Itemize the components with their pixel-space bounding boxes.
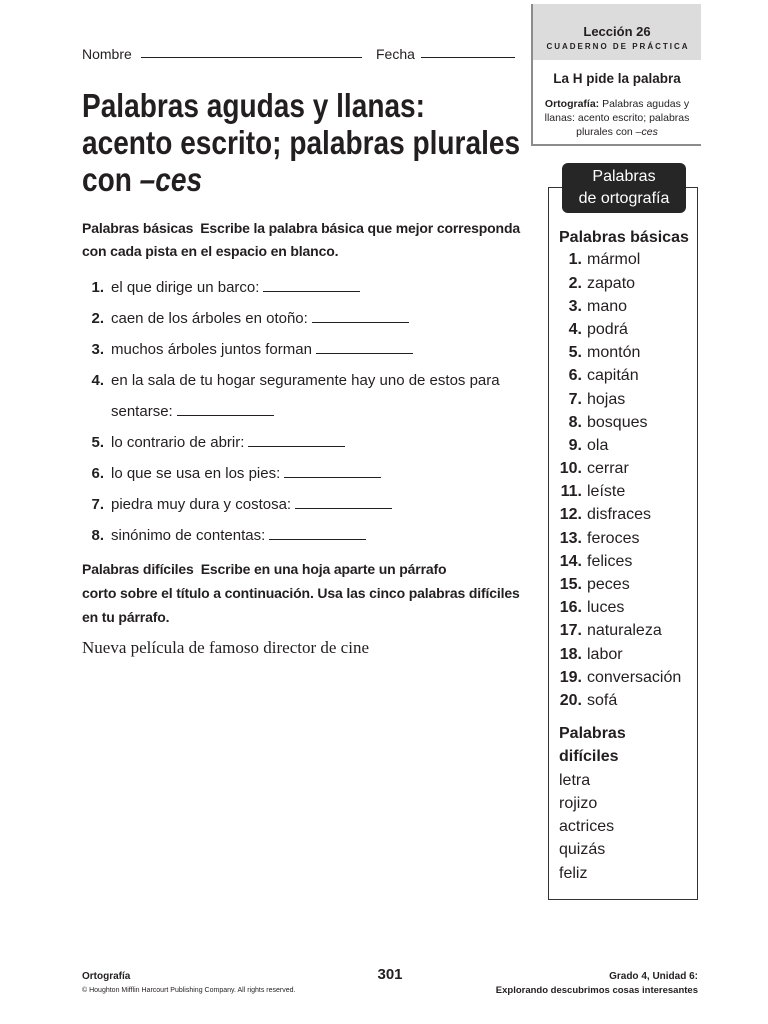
spelling-word: zapato	[587, 274, 636, 292]
challenge-word: rojizo	[559, 794, 598, 812]
clue-number: 5.	[91, 433, 104, 451]
clue-text: sinónimo de contentas:	[111, 526, 266, 544]
word-number: 8.	[568, 413, 582, 431]
clue-item	[82, 303, 500, 334]
spelling-word: feroces	[587, 529, 640, 547]
spelling-word: capitán	[587, 367, 639, 385]
list-item	[558, 272, 681, 295]
spelling-word: labor	[587, 645, 623, 663]
date-label: Fecha	[376, 46, 415, 62]
list-item	[558, 573, 681, 596]
footer-unit-title: Explorando descubrimos cosas interesantes	[495, 985, 698, 996]
answer-blank[interactable]	[263, 291, 360, 292]
word-number: 3.	[568, 297, 582, 315]
clue-text: lo contrario de abrir:	[111, 433, 245, 451]
spelling-word: peces	[587, 576, 630, 594]
page-number: 301	[377, 966, 403, 983]
list-item	[558, 689, 681, 712]
story-title: La H pide la palabra	[553, 71, 681, 86]
word-number: 1.	[568, 251, 582, 269]
lesson-number: Lección 26	[583, 24, 651, 39]
list-item	[558, 643, 681, 666]
challenge-words-heading-line-2: difíciles	[559, 747, 619, 765]
spelling-word: conversación	[587, 668, 682, 686]
challenge-word-list	[559, 769, 614, 885]
name-blank[interactable]	[141, 57, 362, 58]
title-line-3-text: con	[82, 161, 132, 198]
list-item	[558, 388, 681, 411]
basic-word-list	[558, 248, 681, 712]
answer-blank[interactable]	[269, 539, 366, 540]
skill-line-2: llanas: acento escrito; palabras	[544, 112, 690, 124]
list-item	[558, 411, 681, 434]
basic-instructions-line-2: con cada pista en el espacio en blanco.	[82, 242, 339, 259]
workbook-label: CUADERNO DE PRÁCTICA	[546, 42, 690, 51]
list-item	[558, 318, 681, 341]
spelling-word: luces	[587, 599, 625, 617]
answer-blank[interactable]	[312, 322, 409, 323]
clue-item	[82, 334, 500, 365]
challenge-word: actrices	[559, 818, 615, 836]
basic-heading: Palabras básicas	[82, 219, 194, 236]
answer-blank[interactable]	[177, 415, 274, 416]
challenge-words-heading-line-1: Palabras	[559, 724, 626, 742]
challenge-word: letra	[559, 771, 591, 789]
spelling-word: sofá	[587, 691, 618, 709]
spelling-word: naturaleza	[587, 622, 662, 640]
clue-item	[82, 458, 500, 489]
challenge-line-1	[82, 557, 520, 581]
clue-number: 2.	[91, 309, 104, 327]
spelling-word: montón	[587, 344, 641, 362]
spelling-word: podrá	[587, 320, 628, 338]
clue-number: 3.	[91, 340, 104, 358]
challenge-word: quizás	[559, 841, 606, 859]
title-suffix: –ces	[139, 161, 203, 198]
challenge-instruction-text-1: Escribe en una hoja aparte un párrafo	[200, 561, 447, 577]
clue-list	[82, 272, 500, 551]
list-item	[558, 341, 681, 364]
list-item	[558, 434, 681, 457]
skill-label: Ortografía:	[544, 98, 600, 110]
word-number: 9.	[568, 436, 582, 454]
answer-blank[interactable]	[295, 508, 392, 509]
clue-text: caen de los árboles en otoño:	[111, 309, 308, 327]
spelling-word: mármol	[587, 251, 641, 269]
lesson-header-band	[533, 4, 701, 60]
challenge-word: feliz	[559, 864, 588, 882]
basic-instructions-line-1	[82, 217, 520, 240]
name-label: Nombre	[82, 46, 132, 62]
title-line-3	[82, 161, 202, 198]
list-item	[558, 619, 681, 642]
tab-line-2: de ortografía	[578, 190, 670, 207]
challenge-line-3: en tu párrafo.	[82, 609, 170, 625]
spelling-word: disfraces	[587, 506, 652, 524]
list-item	[558, 295, 681, 318]
list-item	[558, 527, 681, 550]
word-number: 6.	[568, 367, 582, 385]
list-item	[558, 666, 681, 689]
list-item	[558, 248, 681, 271]
clue-item	[82, 427, 500, 458]
spelling-word: hojas	[587, 390, 626, 408]
date-blank[interactable]	[421, 57, 515, 58]
clue-item-continuation	[82, 396, 500, 427]
clue-item	[82, 489, 500, 520]
word-number: 11.	[560, 483, 582, 501]
answer-blank[interactable]	[316, 353, 413, 354]
basic-words-heading: Palabras básicas	[559, 228, 689, 246]
spelling-words-tab	[562, 163, 686, 213]
tab-line-1: Palabras	[592, 168, 656, 185]
clue-number: 6.	[91, 464, 104, 482]
challenge-words-heading	[559, 722, 626, 768]
clue-text: el que dirige un barco:	[111, 278, 260, 296]
list-item	[558, 550, 681, 573]
spelling-word: cerrar	[587, 460, 629, 478]
spelling-word: leíste	[587, 483, 626, 501]
writing-prompt: Nueva película de famoso director de cine	[82, 638, 369, 657]
title-line-1: Palabras agudas y llanas:	[82, 87, 426, 124]
clue-text: piedra muy dura y costosa:	[111, 495, 292, 513]
list-item	[558, 596, 681, 619]
challenge-line-2: corto sobre el título a continuación. Usa las cinco palabras difíciles	[82, 585, 520, 601]
word-number: 17.	[559, 622, 582, 640]
clue-text: muchos árboles juntos forman	[111, 340, 312, 358]
word-number: 16.	[559, 599, 582, 617]
answer-blank[interactable]	[248, 446, 345, 447]
word-number: 14.	[559, 552, 582, 570]
clue-item	[82, 272, 500, 303]
spelling-word: bosques	[587, 413, 648, 431]
challenge-heading: Palabras difíciles	[82, 561, 194, 577]
page-title	[82, 87, 600, 198]
clue-text: en la sala de tu hogar seguramente hay uno de estos para	[111, 371, 500, 389]
clue-item	[82, 365, 500, 396]
list-item	[558, 503, 681, 526]
word-number: 5.	[568, 344, 582, 362]
clue-number: 4.	[91, 371, 104, 389]
answer-blank[interactable]	[284, 477, 381, 478]
clue-text-continued: sentarse:	[111, 402, 173, 420]
word-number: 18.	[559, 645, 582, 663]
clue-number: 7.	[91, 495, 104, 513]
list-item	[558, 480, 681, 503]
list-item	[558, 364, 681, 387]
basic-instruction-text-1: Escribe la palabra básica que mejor corresponda	[200, 219, 520, 236]
clue-number: 1.	[91, 278, 104, 296]
word-number: 15.	[559, 576, 582, 594]
word-number: 4.	[568, 320, 582, 338]
challenge-instructions	[82, 557, 520, 629]
list-item	[558, 457, 681, 480]
word-number: 20.	[559, 691, 582, 709]
title-line-2: acento escrito; palabras plurales	[82, 124, 521, 161]
clue-number: 8.	[91, 526, 104, 544]
basic-instructions	[82, 217, 520, 263]
spelling-word: mano	[587, 297, 628, 315]
skill-text-3: plurales con	[576, 126, 633, 138]
footer-subject: Ortografía	[82, 971, 131, 982]
word-number: 12.	[559, 506, 582, 524]
skill-text-1: Palabras agudas y	[602, 98, 690, 110]
word-number: 7.	[568, 390, 582, 408]
word-number: 2.	[568, 274, 582, 292]
clue-text: lo que se usa en los pies:	[111, 464, 281, 482]
skill-suffix: –ces	[635, 126, 658, 138]
word-number: 13.	[559, 529, 582, 547]
footer-grade-unit: Grado 4, Unidad 6:	[609, 971, 698, 982]
footer-copyright: © Houghton Mifflin Harcourt Publishing Company. All rights reserved.	[82, 987, 296, 994]
spelling-word: ola	[587, 436, 609, 454]
word-number: 10.	[559, 460, 582, 478]
spelling-word: felices	[587, 552, 633, 570]
word-number: 19.	[559, 668, 582, 686]
clue-item	[82, 520, 500, 551]
